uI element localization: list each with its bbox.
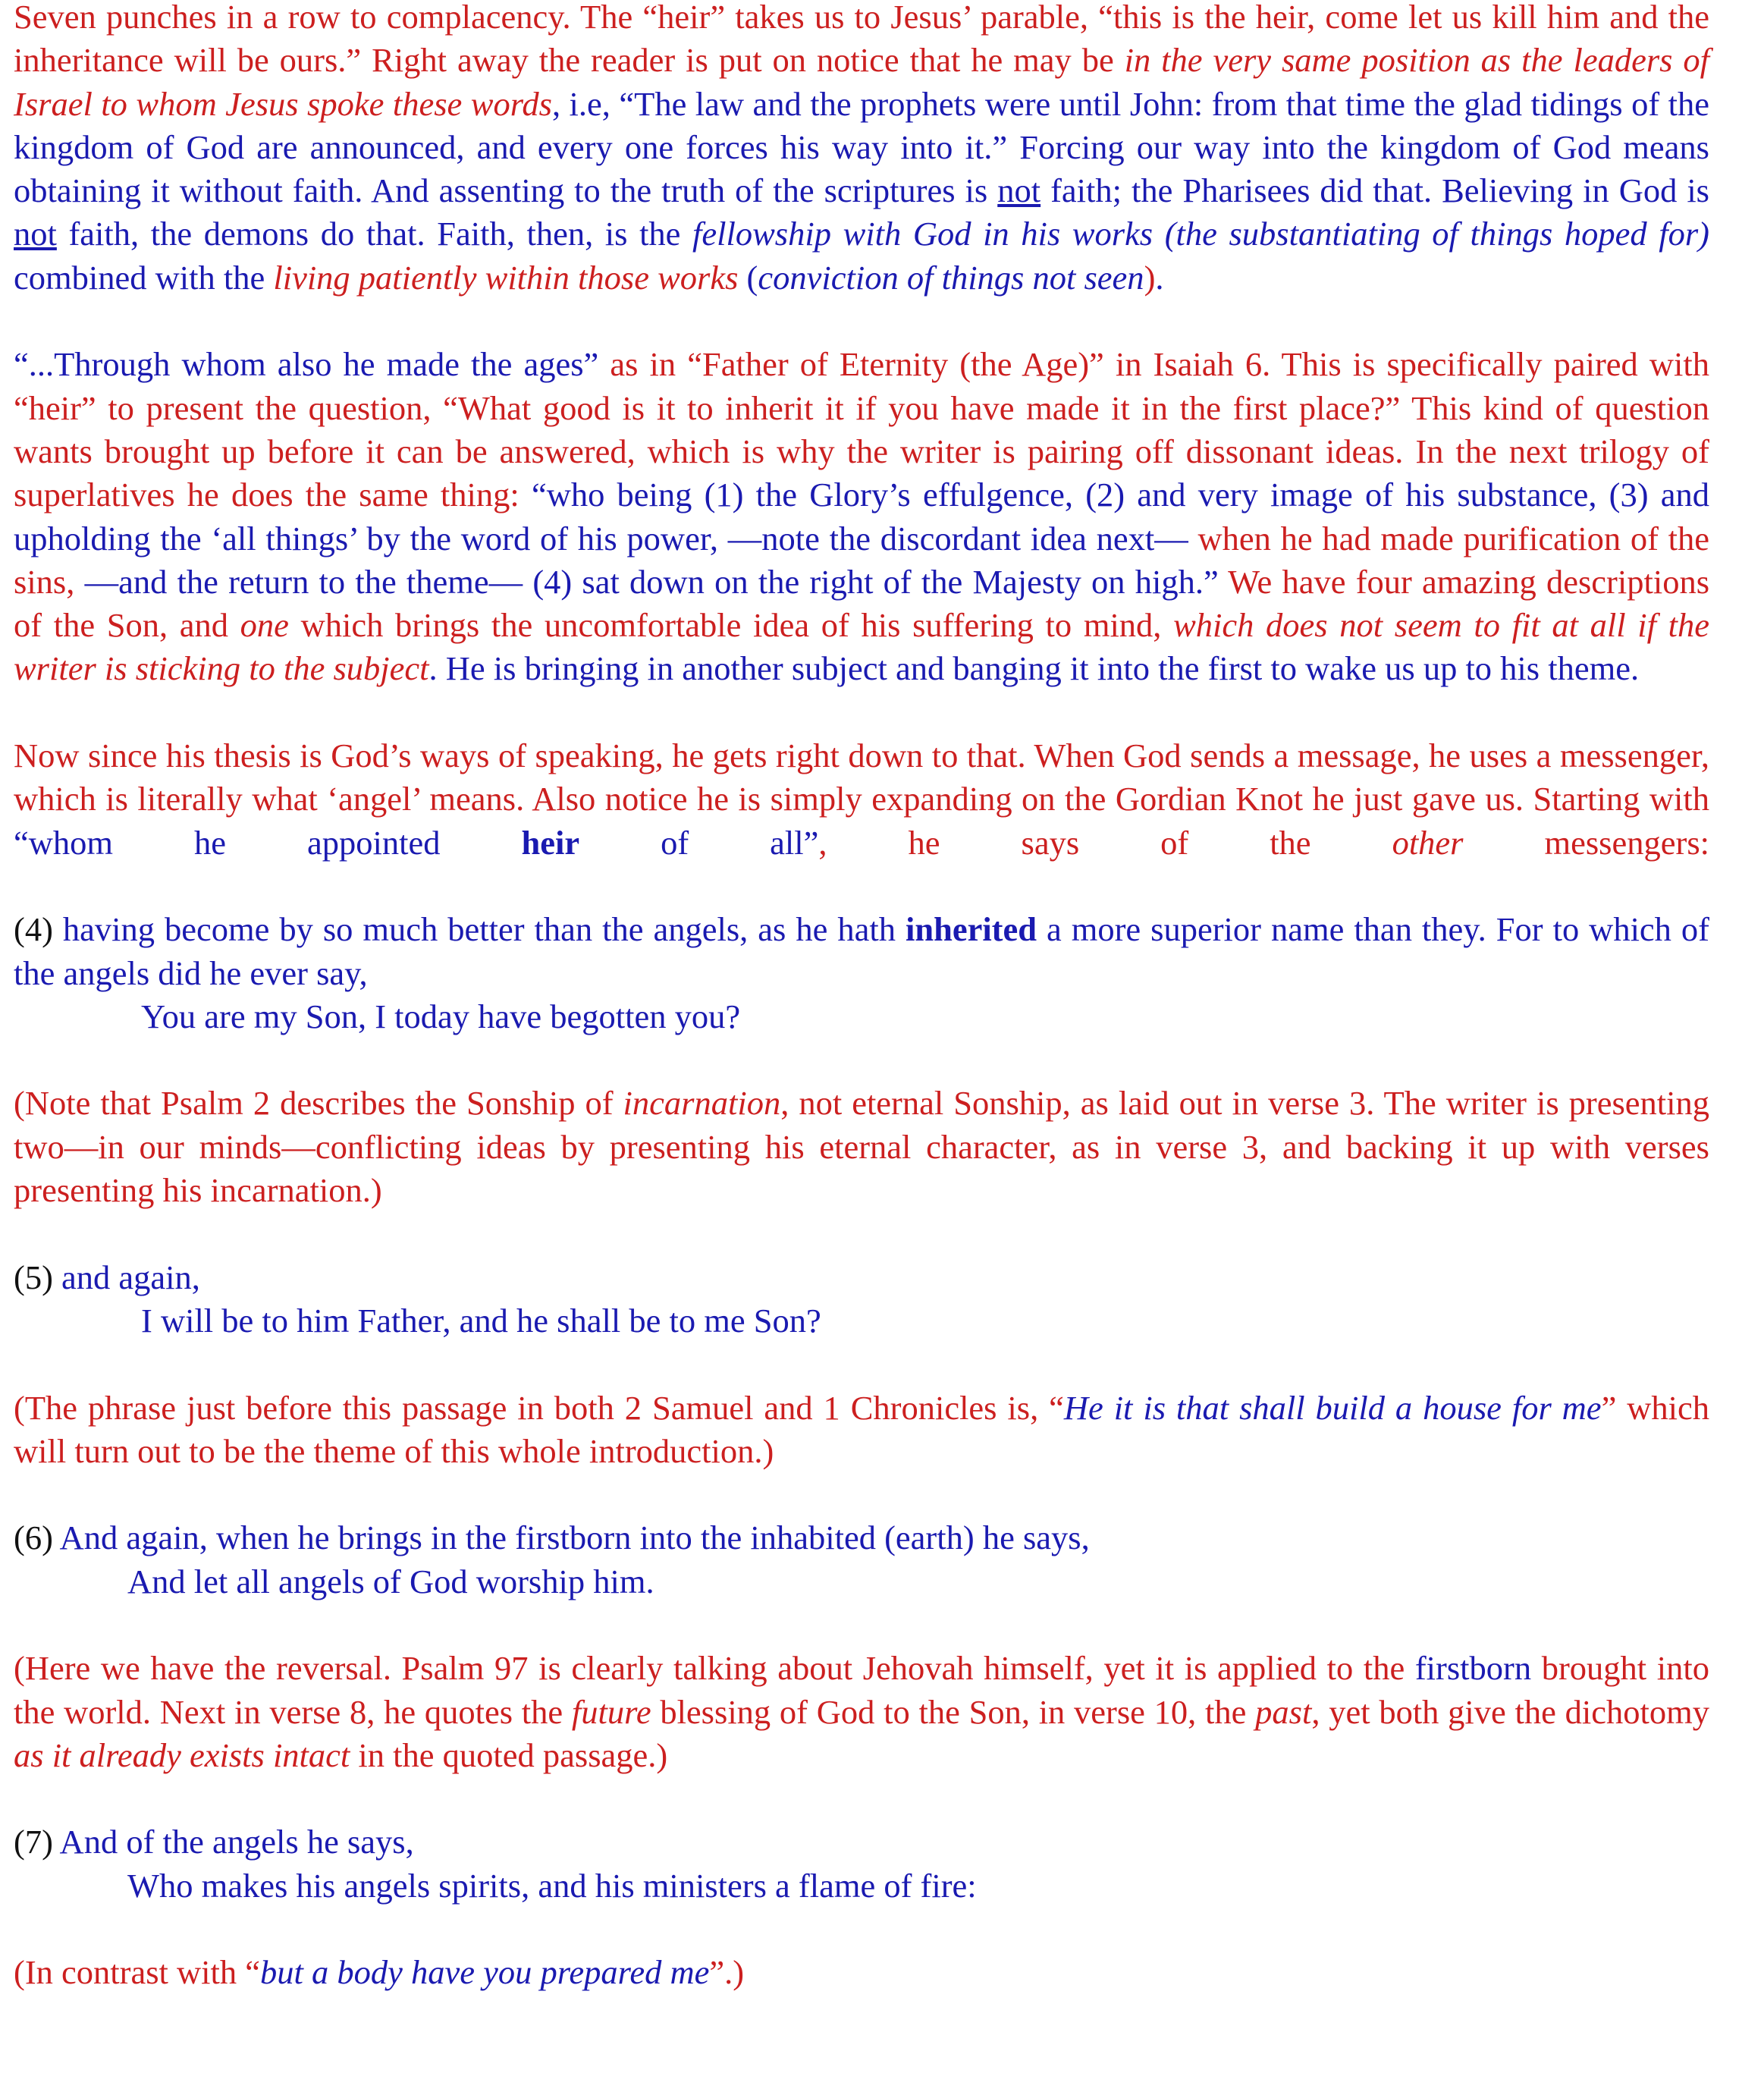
verse-number: (6) [14,1519,53,1557]
text-span: ”.) [709,1953,745,1992]
text-span: ” which will turn out to be the theme of this whole introduction.) [14,1388,1709,1470]
text-span: , yet both give the dichotomy [1311,1692,1709,1731]
text-span: Now since his thesis is God’s ways of speaking, he gets right down to that. When God sends a message, he uses a messenger, which is literally what ‘angel’ means. Also notice he is simply expanding on the Gordian Knot he just gave us. Starting with [14,737,1709,818]
scripture-quote: And let all angels of God worship him. [127,1562,654,1600]
italic-span: as it already exists intact [14,1735,350,1774]
text-span: as in “Father of Eternity (the Age)” in Isaiah 6. This is specifically paired with “heir” to present the question, “What good is it to inherit it if you have made it in the first place?” This kind of question wants brought up before it can be answered, which is why the writer is pairing off dissonant ideas. In the next trilogy of superlatives he does the same thing: [14,345,1709,514]
text-span: . [1155,258,1164,297]
verse-5 [14,1256,1709,1343]
text-span: , he says of the [818,823,1392,862]
text-span: We have four amazing descriptions of the Son, and [14,562,1710,645]
italic-span: conviction of things not seen [758,258,1144,297]
verse-7 [14,1820,1709,1908]
text-span: “whom he appointed [14,823,522,862]
text-span: brought into the world. Next in verse 8, he quotes the [14,1649,1709,1731]
text-span: , i.e, “The law and the prophets were until John: from that time the glad tidings of the kingdom of God are announced, and every one forces his way into it.” Forcing our way into the kingdom of God means obtaining it without faith. And assenting to the truth of the scriptures is [14,84,1709,210]
bold-span: inherited [905,910,1037,949]
italic-span: but a body have you prepared me [260,1953,710,1992]
text-span: And of the angels he says, [52,1823,414,1861]
text-span: in the quoted passage.) [350,1735,668,1774]
text-span: of all” [579,823,819,862]
text-span: (The phrase just before this passage in both 2 Samuel and 1 Chronicles is, “ [14,1388,1064,1427]
scripture-quote: You are my Son, I today have begotten you? [141,997,741,1035]
underlined-span: not [997,171,1041,210]
italic-span: past [1255,1692,1312,1731]
text-span: “...Through whom also he made the ages” [14,345,599,384]
text-span: ) [1144,258,1156,297]
italic-span: future [571,1692,651,1731]
text-span: faith; the Pharisees did that. Believing in God is [1041,171,1709,210]
text-span: Seven punches in a row to complacency. The “heir” takes us to Jesus’ parable, “this is the heir, come let us kill him and the inheritance will be ours.” Right away the reader is put on notice that he may be [14,0,1709,80]
paragraph-heir-faith [14,0,1709,300]
text-span: (In contrast with “ [14,1953,260,1992]
paragraph-messengers [14,734,1709,865]
verse-6 [14,1516,1709,1603]
text-span: ( [738,258,758,297]
bold-span: heir [521,823,580,862]
scripture-quote: Who makes his angels spirits, and his ministers a flame of fire: [127,1866,977,1905]
italic-span: He it is that shall build a house for me [1063,1388,1602,1427]
note-psalm-2 [14,1082,1709,1212]
italic-span: living patiently within those works [273,258,739,297]
italic-span: which does not seem to fit at all if the writer is sticking to the subject [14,606,1709,688]
note-body-prepared [14,1951,1709,1994]
text-span: blessing of God to the Son, in verse 10, the [651,1692,1256,1731]
italic-span: one [240,606,289,645]
text-span: —and the return to the theme— [84,562,523,601]
italic-span: other [1392,823,1464,862]
text-span: a more superior name than they. For to which of the angels did he ever say, [14,910,1709,992]
text-span: “who being (1) the Glory’s effulgence, (2) and very image of his substance, (3) and upholding the ‘all things’ by the word of his power, — [14,476,1709,558]
italic-span: in the very same position as the leaders of Israel to whom Jesus spoke these words [14,41,1710,123]
verse-number: (4) [14,910,53,949]
text-span: which brings the uncomfortable idea of his suffering to mind, [288,606,1174,645]
text-span: firstborn [1414,1649,1532,1688]
text-span: note the discordant idea next— [761,519,1188,558]
note-psalm-97 [14,1647,1709,1777]
verse-number: (5) [14,1258,53,1296]
underlined-span: not [14,215,57,253]
text-span: combined with the [14,258,274,297]
text-span: , not eternal Sonship, as laid out in verse 3. The writer is presenting two—in our minds—conflicting ideas by presenting his eternal character, as in verse 3, and backing it up with verses presenting his incarnation.) [14,1084,1710,1210]
text-span: And again, when he brings in the firstborn into the inhabited (earth) he says, [52,1519,1090,1557]
text-span: (4) sat down on the right of the Majesty on high.” [523,562,1219,601]
verse-4 [14,908,1709,1038]
text-span: and again, [52,1258,200,1296]
italic-span: incarnation [623,1084,781,1123]
text-span: when he had made purification of the sins, [14,519,1709,601]
text-span: (Here we have the reversal. Psalm 97 is clearly talking about Jehovah himself, yet it is applied to the [14,1649,1415,1688]
paragraph-made-the-ages [14,343,1709,690]
text-span: having become by so much better than the angels, as he hath [52,910,906,949]
text-span: (Note that Psalm 2 describes the Sonship of [14,1084,623,1123]
note-samuel-chronicles [14,1387,1709,1474]
text-span: faith, the demons do that. Faith, then, is the [56,215,693,253]
verse-number: (7) [14,1823,53,1861]
italic-span: fellowship with God in his works (the substantiating of things hoped for) [692,215,1709,253]
text-span: messengers: [1463,823,1709,862]
text-span: . He is bringing in another subject and banging it into the first to wake us up to his theme. [428,649,1640,688]
scripture-quote: I will be to him Father, and he shall be to me Son? [141,1301,821,1340]
